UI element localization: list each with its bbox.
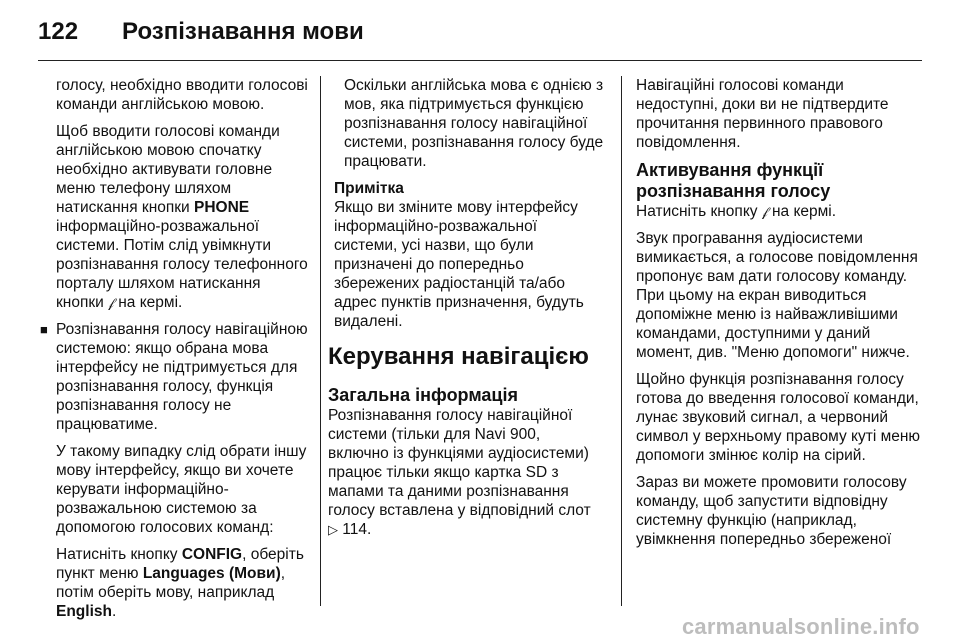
- paragraph: Розпізнавання голосу навігаційної системи (тільки для Navi 900, включно із функціями аудіосистеми) працює тільки якщо картка SD з мапами та даними розпізнавання голосу вставлена у відповідний слот ▷ 114.: [328, 407, 591, 538]
- paragraph: Зараз ви можете промовити голосову команду, щоб запустити відповідну системну функцію (наприклад, увімкнення попередньо збереженої: [636, 474, 907, 548]
- column-2: [328, 76, 604, 547]
- reference-arrow-icon: ▷: [328, 522, 338, 537]
- header-rule: [38, 60, 922, 61]
- section-heading: Керування навігацією: [328, 343, 589, 370]
- english-label: English: [56, 603, 112, 620]
- subsection-heading: Загальна інформація: [328, 385, 518, 405]
- bullet-item: [40, 320, 312, 621]
- config-key-label: CONFIG: [181, 546, 243, 563]
- column-divider-2: [621, 76, 622, 606]
- bullet-mark: ■: [40, 322, 48, 337]
- languages-menu-label: Languages (Мови): [142, 565, 281, 582]
- page-number: 122: [38, 18, 79, 45]
- voice-icon: 𝒻: [761, 204, 768, 219]
- paragraph: Щоб вводити голосові команди англійською мовою спочатку необхідно активувати головне меню телефону шляхом натискання кнопки PHONE інформаційно-розважальної системи. Потім слід увімкнути розпізнавання голосу телефонного порталу шляхом натискання кнопки 𝒻 на кермі.: [56, 123, 308, 311]
- paragraph: Розпізнавання голосу навігаційною системою: якщо обрана мова інтерфейсу не підтримується для розпізнавання голосу, функція розпізнавання голосу не працюватиме.: [56, 321, 308, 433]
- paragraph: Навігаційні голосові команди недоступні, доки ви не підтвердите прочитання первинного правового повідомлення.: [636, 77, 889, 151]
- subsection-heading: Активування функції розпізнавання голосу: [636, 160, 831, 201]
- watermark: carmanualsonline.info: [682, 614, 920, 639]
- paragraph: голосу, необхідно вводити голосові команди англійською мовою.: [56, 77, 308, 113]
- paragraph: Звук програвання аудіосистеми вимикається, а голосове повідомлення пропонує вам дати голосову команду. При цьому на екран виводиться допоміжне меню із найважливішими командами, доступними у даний момент, див. "Меню допомоги" нижче.: [636, 230, 918, 361]
- paragraph: Щойно функція розпізнавання голосу готова до введення голосової команди, лунає звуковий сигнал, а червоний символ у верхньому правому куті меню допомоги змінює колір на сірий.: [636, 371, 921, 464]
- column-3: [636, 76, 926, 557]
- paragraph: У такому випадку слід обрати іншу мову інтерфейсу, якщо ви хочете керувати інформаційно-розважальною системою за допомогою голосових команд:: [56, 443, 307, 536]
- note-title: Примітка: [334, 180, 404, 197]
- paragraph: Натисніть кнопку CONFIG, оберіть пункт меню Languages (Мови), потім оберіть мову, наприклад English.: [56, 546, 304, 620]
- paragraph: Оскільки англійська мова є однією з мов, яка підтримується функцією розпізнавання голосу навігаційної системи, розпізнавання голосу буде працювати.: [344, 77, 604, 170]
- column-divider-1: [320, 76, 321, 606]
- column-1: [40, 76, 312, 629]
- paragraph: Натисніть кнопку 𝒻 на кермі.: [636, 203, 837, 220]
- phone-key-label: PHONE: [194, 199, 250, 216]
- page-title: Розпізнавання мови: [122, 18, 364, 45]
- page-header: [38, 12, 922, 52]
- voice-icon: 𝒻: [108, 295, 114, 310]
- note-text: Якщо ви зміните мову інтерфейсу інформаційно-розважальної системи, усі назви, що були призначені до попередньо збережених радіостанцій та/або адрес пунктів призначення, будуть видалені.: [334, 199, 584, 330]
